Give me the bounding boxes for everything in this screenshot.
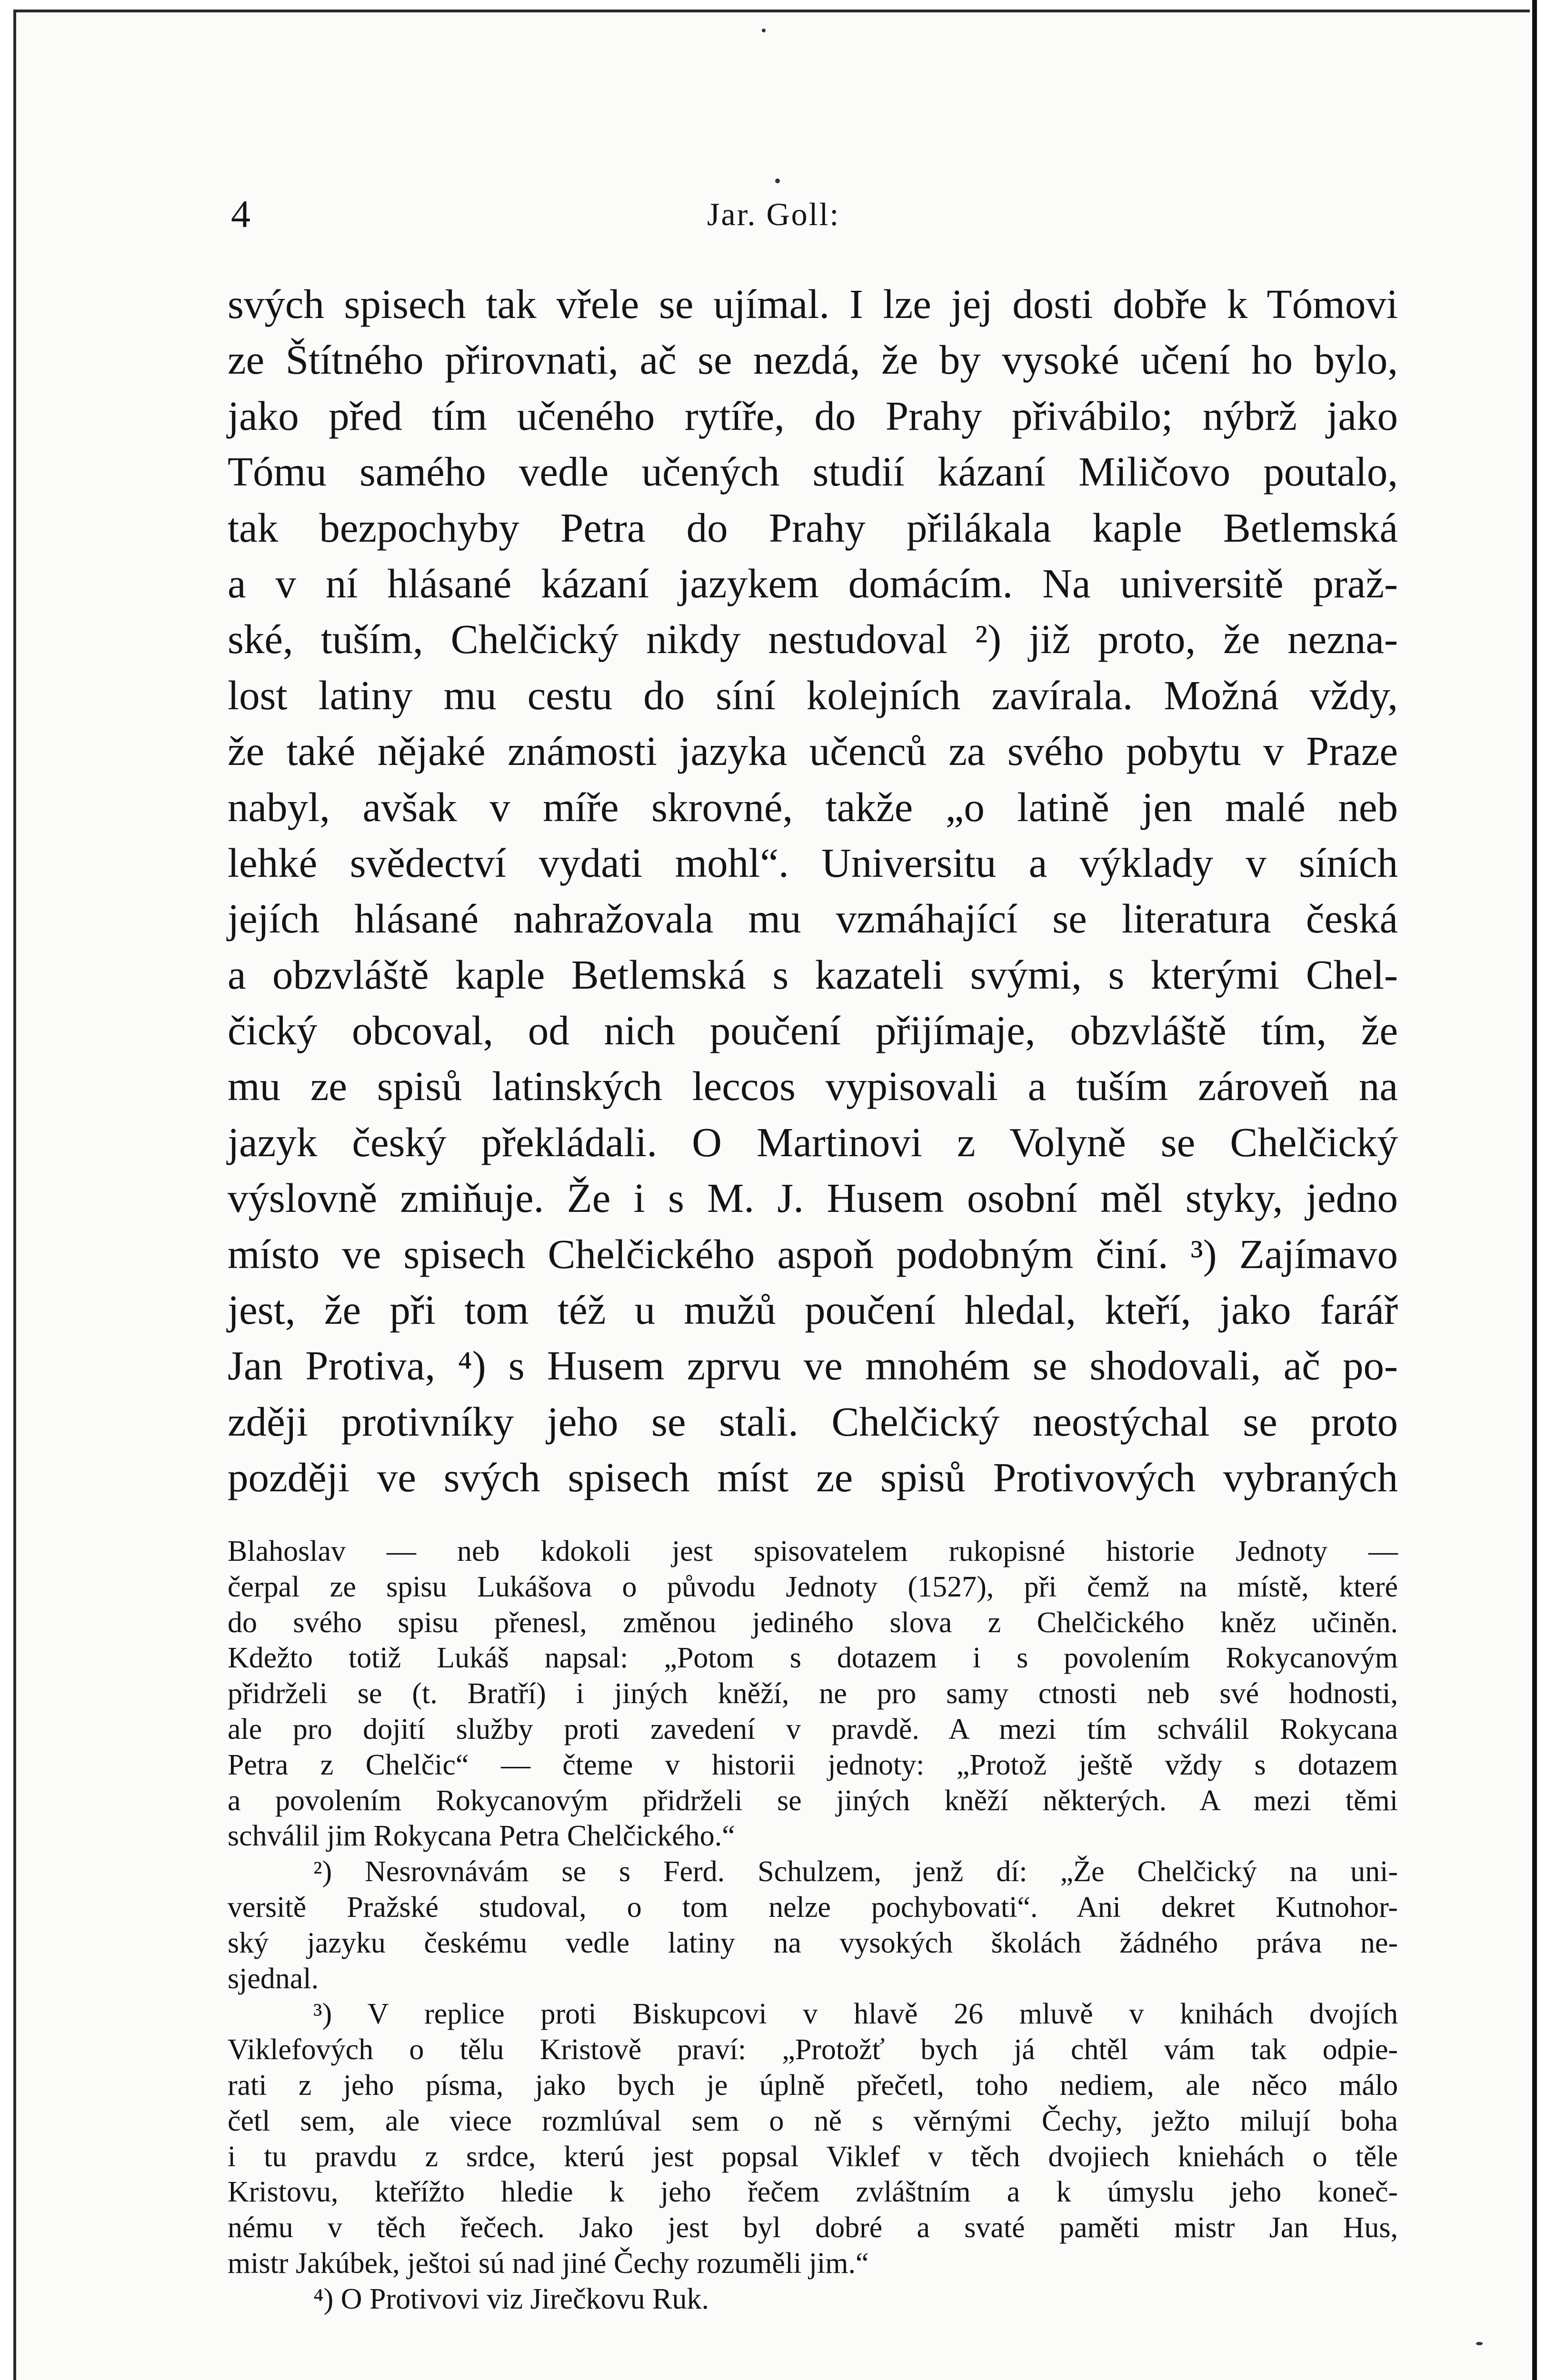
main-text bbox=[228, 276, 1398, 1506]
footnote-line: čerpal ze spisu Lukášova o původu Jednoty (1527), při čemž na místě, které bbox=[228, 1570, 1398, 1603]
footnote-line: i tu pravdu z srdce, kterú jest popsal Viklef v těch dvojiech kniehách o těle bbox=[228, 2140, 1398, 2173]
footnote-line: ale pro dojití služby proti zavedení v pravdě. A mezi tím schválil Rokycana bbox=[228, 1713, 1398, 1745]
text-line: jako před tím učeného rytíře, do Prahy přivábilo; nýbrž jako bbox=[228, 392, 1398, 439]
text-line: a obzvláště kaple Betlemská s kazateli svými, s kterými Chel- bbox=[228, 951, 1398, 998]
text-line: později ve svých spisech míst ze spisů Protivových vybraných bbox=[228, 1454, 1398, 1501]
footnote-4 bbox=[228, 2281, 1398, 2317]
footnotes bbox=[228, 1534, 1398, 2317]
page-header bbox=[231, 190, 1397, 238]
footnote-line: četl sem, ale viece rozmlúval sem o ně s věrnými Čechy, ježto milují boha bbox=[228, 2104, 1398, 2137]
text-line: jest, že při tom též u mužů poučení hledal, kteří, jako farář bbox=[228, 1287, 1398, 1333]
footnote-line: ⁴) O Protivovi viz Jirečkovu Ruk. bbox=[313, 2282, 709, 2315]
footnote-line: do svého spisu přenesl, změnou jediného slova z Chelčického kněz učiněn. bbox=[228, 1606, 1398, 1639]
text-line: ské, tuším, Chelčický nikdy nestudoval ²) již proto, že nezna- bbox=[228, 616, 1398, 663]
text-line: lost latiny mu cestu do síní kolejních zavírala. Možná vždy, bbox=[228, 672, 1398, 718]
scan-speck bbox=[762, 29, 766, 32]
text-line: ze Štítného přirovnati, ač se nezdá, že by vysoké učení ho bylo, bbox=[228, 337, 1398, 383]
text-line: jejích hlásané nahražovala mu vzmáhající se literatura česká bbox=[228, 895, 1398, 942]
text-line: nabyl, avšak v míře skrovné, takže „o latině jen malé neb bbox=[228, 783, 1398, 830]
page-number: 4 bbox=[231, 192, 250, 236]
text-line: mu ze spisů latinských leccos vypisovali a tuším zároveň na bbox=[228, 1063, 1398, 1110]
footnote-line: přidrželi se (t. Bratří) i jiných kněží, ne pro samy ctnosti neb své hodnosti, bbox=[228, 1677, 1398, 1710]
text-line: čický obcoval, od nich poučení přijímaje, obzvláště tím, že bbox=[228, 1007, 1398, 1054]
scan-speck bbox=[1476, 2342, 1483, 2345]
text-line: tak bezpochyby Petra do Prahy přilákala kaple Betlemská bbox=[228, 504, 1398, 551]
footnote-line: a povolením Rokycanovým přidrželi se jiných kněží některých. A mezi těmi bbox=[228, 1784, 1398, 1817]
text-line: jazyk český překládali. O Martinovi z Volyně se Chelčický bbox=[228, 1119, 1398, 1165]
footnote-line: ²) Nesrovnávám se s Ferd. Schulzem, jenž dí: „Že Chelčický na uni- bbox=[313, 1855, 1398, 1888]
footnote-line: sjednal. bbox=[228, 1962, 319, 1995]
running-head: Jar. Goll: bbox=[707, 196, 840, 232]
text-line: lehké svědectví vydati mohl“. Universitu a výklady v síních bbox=[228, 839, 1398, 886]
footnote-line: nému v těch řečech. Jako jest byl dobré a svaté paměti mistr Jan Hus, bbox=[228, 2211, 1398, 2244]
text-line: místo ve spisech Chelčického aspoň podobným činí. ³) Zajímavo bbox=[228, 1230, 1398, 1277]
footnote-line: ský jazyku českému vedle latiny na vysokých školách žádného práva ne- bbox=[228, 1926, 1398, 1959]
footnote-line: Viklefových o tělu Kristově praví: „Protožť bych já chtěl vám tak odpie- bbox=[228, 2033, 1398, 2066]
text-line: svých spisech tak vřele se ujímal. I lze jej dosti dobře k Tómovi bbox=[228, 281, 1398, 327]
footnote-line: Kdežto totiž Lukáš napsal: „Potom s dotazem i s povolením Rokycanovým bbox=[228, 1642, 1398, 1675]
footnote-line: ³) V replice proti Biskupcovi v hlavě 26 mluvě v knihách dvojích bbox=[313, 1998, 1398, 2031]
footnote-line: Blahoslav — neb kdokoli jest spisovatelem rukopisné historie Jednoty — bbox=[228, 1535, 1398, 1567]
footnote-2 bbox=[228, 1854, 1398, 1996]
text-line: Jan Protiva, ⁴) s Husem zprvu ve mnohém se shodovali, ač po- bbox=[228, 1342, 1398, 1389]
footnote-line: Petra z Chelčic“ — čteme v historii jednoty: „Protož ještě vždy s dotazem bbox=[228, 1748, 1398, 1781]
footnote-line: schválil jim Rokycana Petra Chelčického.“ bbox=[228, 1820, 735, 1853]
footnote-line: Kristovu, kteřížto hledie k jeho řečem zvláštním a k úmyslu jeho koneč- bbox=[228, 2176, 1398, 2209]
footnote-3 bbox=[228, 1996, 1398, 2281]
text-line: zději protivníky jeho se stali. Chelčický neostýchal se proto bbox=[228, 1398, 1398, 1445]
text-line: že také nějaké známosti jazyka učenců za svého pobytu v Praze bbox=[228, 728, 1398, 774]
text-line: a v ní hlásané kázaní jazykem domácím. Na universitě praž- bbox=[228, 560, 1398, 606]
footnote-line: rati z jeho písma, jako bych je úplně přečetl, toho nediem, ale něco málo bbox=[228, 2069, 1398, 2102]
footnote-line: versitě Pražské studoval, o tom nelze pochybovati“. Ani dekret Kutnohor- bbox=[228, 1891, 1398, 1924]
text-line: Tómu samého vedle učených studií kázaní Miličovo poutalo, bbox=[228, 448, 1398, 495]
footnote-continued bbox=[228, 1534, 1398, 1854]
footnote-line: mistr Jakúbek, ještoi sú nad jiné Čechy rozuměli jim.“ bbox=[228, 2247, 869, 2280]
scan-speck bbox=[775, 178, 780, 183]
text-line: výslovně zmiňuje. Že i s M. J. Husem osobní měl styky, jedno bbox=[228, 1175, 1398, 1221]
scan-edge-right bbox=[1532, 0, 1546, 2380]
